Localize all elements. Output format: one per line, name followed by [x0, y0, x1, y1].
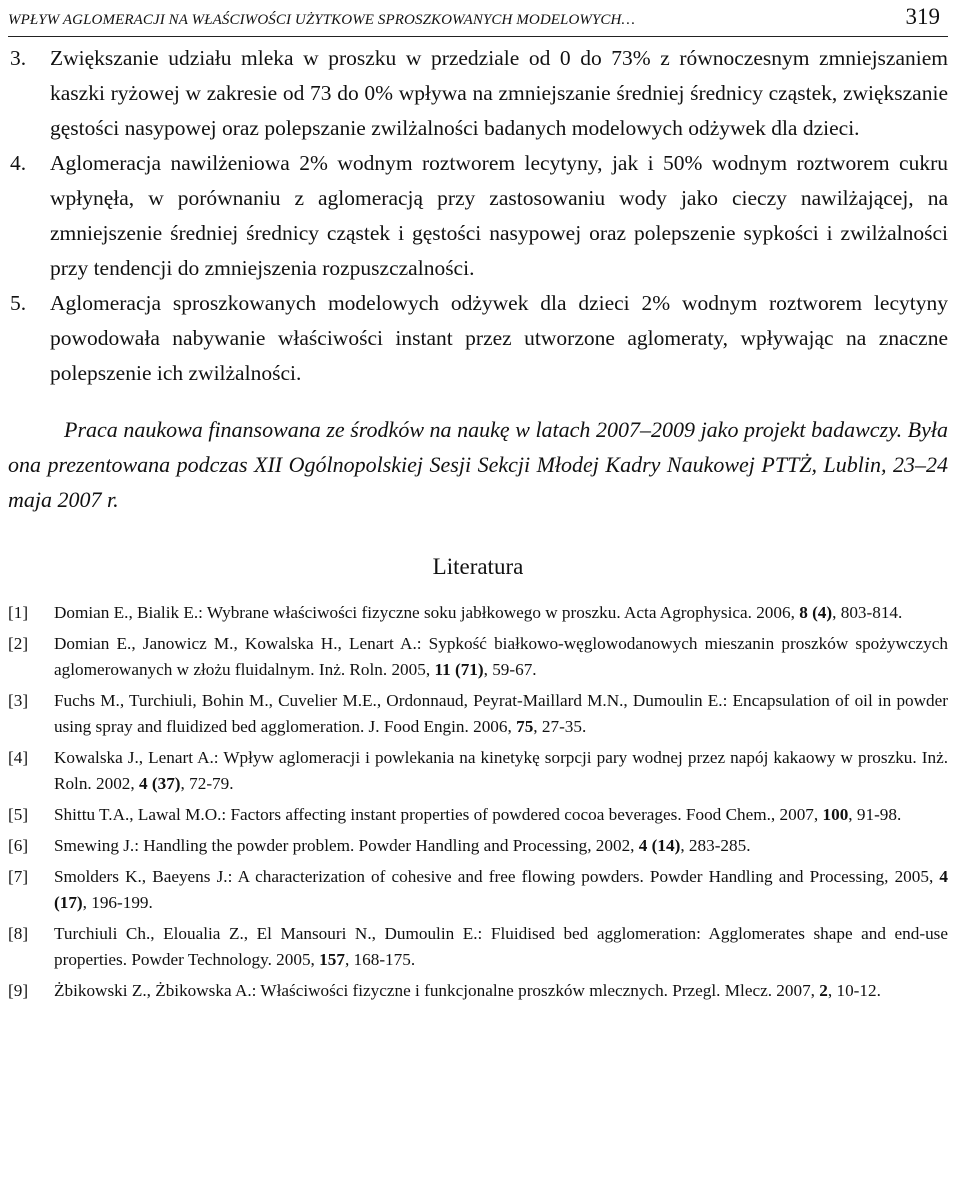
conclusion-text: Aglomeracja sproszkowanych modelowych odżywek dla dzieci 2% wodnym roztworem lecytyny powodowała nabywanie właściwości instant przez utworzone aglomeraty, wpływając na znaczne polepszenie ich zwilżalności.: [50, 291, 948, 385]
reference-volume: 100: [822, 805, 849, 824]
reference-item: [8, 688, 948, 740]
conclusion-text: Zwiększanie udziału mleka w proszku w przedziale od 0 do 73% z równoczesnym zmniejszaniem kaszki ryżowej w zakresie od 73 do 0% wpływa na zmniejszanie średniej średnicy cząstek, zwiększanie gęstości nasypowej oraz polepszanie zwilżalności badanych modelowych odżywek dla dzieci.: [50, 46, 948, 140]
reference-label: [1]: [8, 603, 29, 622]
reference-label: [6]: [8, 836, 29, 855]
conclusion-number: 3.: [10, 46, 27, 70]
reference-volume: 4 (17): [54, 867, 948, 912]
reference-volume: 8 (4): [799, 603, 833, 622]
reference-list: [8, 600, 948, 1004]
reference-volume: 157: [319, 950, 345, 969]
reference-label: [2]: [8, 634, 29, 653]
literature-heading: Literatura: [432, 554, 524, 579]
conclusion-text: Aglomeracja nawilżeniowa 2% wodnym roztworem lecytyny, jak i 50% wodnym roztworem cukru wpłynęła, w porównaniu z aglomeracją przy zastosowaniu wody jako cieczy nawilżającej, na zmniejszenie średniej średnicy cząstek i gęstości nasypowej oraz polepszenie sypkości i zwilżalności przy tendencji do zmniejszenia rozpuszczalności.: [50, 151, 948, 280]
conclusion-number: 5.: [10, 291, 27, 315]
reference-text: Fuchs M., Turchiuli, Bohin M., Cuvelier M.E., Ordonnaud, Peyrat-Maillard M.N., Dumoulin E.: Encapsulation of oil in powder using spray and fluidized bed agglomeration. J. Food Engin. 2006, 75, 27-35.: [54, 691, 948, 736]
reference-label: [3]: [8, 691, 29, 710]
conclusion-item: [8, 146, 948, 286]
reference-label: [4]: [8, 748, 29, 767]
reference-item: [8, 921, 948, 973]
reference-item: [8, 833, 948, 859]
running-header: [8, 0, 948, 37]
reference-text: Domian E., Bialik E.: Wybrane właściwości fizyczne soku jabłkowego w proszku. Acta Agrophysica. 2006, 8 (4), 803-814.: [54, 603, 903, 622]
reference-item: [8, 631, 948, 683]
reference-item: [8, 745, 948, 797]
conclusion-item: [8, 286, 948, 391]
reference-text: Domian E., Janowicz M., Kowalska H., Lenart A.: Sypkość białkowo-węglowodanowych mieszanin proszków spożywczych aglomerowanych w złożu fluidalnym. Inż. Roln. 2005, 11 (71), 59-67.: [54, 634, 948, 679]
reference-volume: 11 (71): [434, 660, 484, 679]
reference-text: Żbikowski Z., Żbikowska A.: Właściwości fizyczne i funkcjonalne proszków mlecznych. Przegl. Mlecz. 2007, 2, 10-12.: [54, 981, 881, 1000]
reference-text: Smolders K., Baeyens J.: A characterization of cohesive and free flowing powders. Powder Handling and Processing, 2005, 4 (17), 196-199.: [54, 867, 948, 912]
reference-volume: 2: [819, 981, 828, 1000]
conclusions-list: [8, 41, 948, 391]
reference-label: [7]: [8, 867, 29, 886]
reference-volume: 75: [516, 717, 534, 736]
reference-volume: 4 (37): [139, 774, 181, 793]
reference-volume: 4 (14): [638, 836, 681, 855]
page-number: 319: [905, 4, 940, 29]
conclusion-item: [8, 41, 948, 146]
reference-item: [8, 864, 948, 916]
reference-label: [8]: [8, 924, 29, 943]
reference-item: [8, 978, 948, 1004]
reference-text: Shittu T.A., Lawal M.O.: Factors affecting instant properties of powdered cocoa beverages. Food Chem., 2007, 100, 91-98.: [54, 805, 902, 824]
running-title: WPŁYW AGLOMERACJI NA WŁAŚCIWOŚCI UŻYTKOWE SPROSZKOWANYCH MODELOWYCH…: [8, 12, 635, 28]
funding-note: Praca naukowa finansowana ze środków na naukę w latach 2007–2009 jako projekt badawczy. Była ona prezentowana podczas XII Ogólnopolskiej Sesji Sekcji Młodej Kadry Naukowej PTTŻ, Lublin, 23–24 maja 2007 r.: [8, 417, 948, 512]
reference-text: Turchiuli Ch., Eloualia Z., El Mansouri N., Dumoulin E.: Fluidised bed agglomeration: Agglomerates shape and end-use properties. Powder Technology. 2005, 157, 168-175.: [54, 924, 948, 969]
reference-item: [8, 802, 948, 828]
reference-text: Kowalska J., Lenart A.: Wpływ aglomeracji i powlekania na kinetykę sorpcji pary wodnej przez napój kakaowy w proszku. Inż. Roln. 2002, 4 (37), 72-79.: [54, 748, 948, 793]
reference-item: [8, 600, 948, 626]
reference-label: [9]: [8, 981, 29, 1000]
conclusion-number: 4.: [10, 151, 27, 175]
reference-text: Smewing J.: Handling the powder problem. Powder Handling and Processing, 2002, 4 (14), 283-285.: [54, 836, 751, 855]
reference-label: [5]: [8, 805, 29, 824]
